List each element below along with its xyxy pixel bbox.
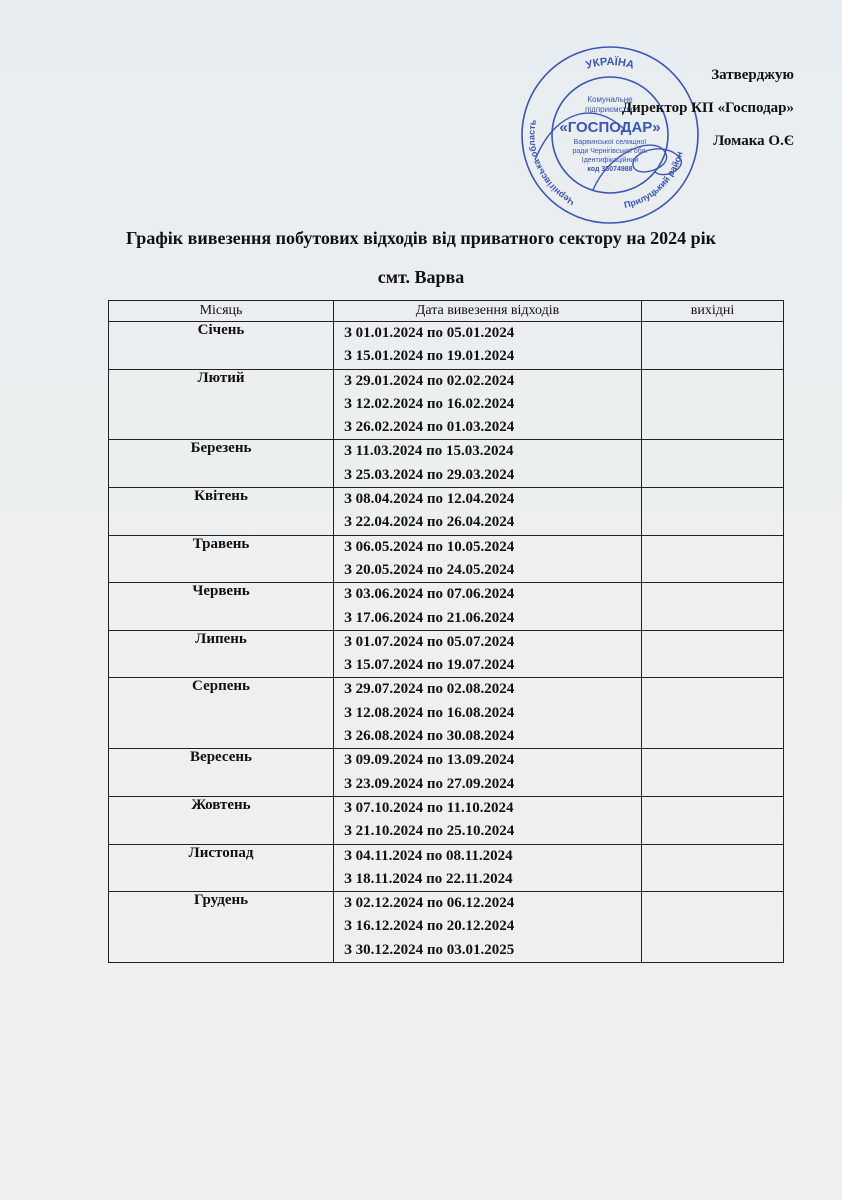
table-header-row [109,301,784,322]
table-row [109,440,784,488]
dates-cell [334,322,642,370]
date-range: З 17.06.2024 по 21.06.2024 [344,609,515,626]
month-cell: Травень [109,535,334,583]
table-row [109,796,784,844]
date-range: З 12.02.2024 по 16.02.2024 [344,395,515,412]
dates-cell [334,630,642,678]
weekend-cell [642,488,784,536]
date-range: З 30.12.2024 по 03.01.2025 [344,941,515,958]
month-cell: Січень [109,322,334,370]
date-range: З 04.11.2024 по 08.11.2024 [344,847,513,864]
month-cell: Лютий [109,369,334,440]
weekend-cell [642,369,784,440]
month-cell: Грудень [109,892,334,963]
month-cell: Червень [109,583,334,631]
schedule-table [108,300,784,963]
date-range: З 12.08.2024 по 16.08.2024 [344,704,515,721]
stamp-inner-line4: ради Чернігівської обл. [572,148,648,155]
weekend-cell [642,440,784,488]
weekend-cell [642,678,784,749]
date-range: З 29.07.2024 по 02.08.2024 [344,681,515,698]
dates-cell [334,583,642,631]
dates-cell [334,749,642,797]
document-title: Графік вивезення побутових відходів від приватного сектору на 2024 рік [125,228,717,248]
table-row [109,749,784,797]
month-cell: Жовтень [109,796,334,844]
date-range: З 01.01.2024 по 05.01.2024 [344,325,515,341]
header-weekend: вихідні [642,301,784,322]
date-range: З 07.10.2024 по 11.10.2024 [344,799,514,816]
weekend-cell [642,844,784,892]
table-row [109,583,784,631]
date-range: З 29.01.2024 по 02.02.2024 [344,372,515,389]
stamp-inner-line5: Ідентифікаційний [581,157,639,164]
dates-cell [334,796,642,844]
approval-block [574,68,794,167]
stamp-name: «ГОСПОДАР» [559,119,661,136]
dates-cell [334,844,642,892]
stamp-code: код 35074988 [587,166,633,173]
date-range: З 15.01.2024 по 19.01.2024 [344,348,515,365]
weekend-cell [642,892,784,963]
approval-label: Затверджую [711,67,794,83]
date-range: З 21.10.2024 по 25.10.2024 [344,823,515,840]
table-body [109,322,784,963]
approval-position: Директор КП «Господар» [621,100,794,116]
dates-cell [334,892,642,963]
date-range: З 08.04.2024 по 12.04.2024 [344,491,515,508]
header-month: Місяць [109,301,334,322]
weekend-cell [642,630,784,678]
month-cell: Серпень [109,678,334,749]
date-range: З 03.06.2024 по 07.06.2024 [344,586,515,603]
date-range: З 02.12.2024 по 06.12.2024 [344,895,515,912]
table-row [109,488,784,536]
table-row [109,535,784,583]
stamp-outer-right: Прилуцький район [623,150,685,211]
weekend-cell [642,796,784,844]
weekend-cell [642,583,784,631]
table-row [109,678,784,749]
dates-cell [334,488,642,536]
date-range: З 25.03.2024 по 29.03.2024 [344,466,515,483]
date-range: З 06.05.2024 по 10.05.2024 [344,538,515,555]
date-range: З 15.07.2024 по 19.07.2024 [344,657,515,674]
month-cell: Липень [109,630,334,678]
table-row [109,844,784,892]
header-dates: Дата вивезення відходів [334,301,642,322]
table-row [109,630,784,678]
date-range: З 20.05.2024 по 24.05.2024 [344,561,515,578]
dates-cell [334,678,642,749]
stamp-inner-line1: Комунальне [587,95,633,104]
approval-name: Ломака О.Є [713,133,794,149]
document-subtitle: смт. Варва [377,267,465,287]
month-cell: Квітень [109,488,334,536]
date-range: З 26.08.2024 по 30.08.2024 [344,728,515,745]
date-range: З 11.03.2024 по 15.03.2024 [344,443,514,460]
month-cell: Березень [109,440,334,488]
weekend-cell [642,749,784,797]
stamp-inner-line3: Варвинської селищної [573,139,647,146]
month-cell: Листопад [109,844,334,892]
date-range: З 01.07.2024 по 05.07.2024 [344,633,515,650]
dates-cell [334,440,642,488]
table-row [109,322,784,370]
date-range: З 16.12.2024 по 20.12.2024 [344,918,515,935]
table-row [109,369,784,440]
stamp-outer-top: УКРАЇНА [584,55,636,72]
stamp-inner-line2: підприємство [585,105,635,114]
date-range: З 22.04.2024 по 26.04.2024 [344,514,515,531]
weekend-cell [642,322,784,370]
table-row [109,892,784,963]
dates-cell [334,369,642,440]
date-range: З 18.11.2024 по 22.11.2024 [344,870,513,887]
month-cell: Вересень [109,749,334,797]
stamp-outer-left: Чернігівська область [526,118,577,208]
date-range: З 23.09.2024 по 27.09.2024 [344,775,515,792]
weekend-cell [642,535,784,583]
date-range: З 09.09.2024 по 13.09.2024 [344,752,515,769]
date-range: З 26.02.2024 по 01.03.2024 [344,419,515,436]
dates-cell [334,535,642,583]
